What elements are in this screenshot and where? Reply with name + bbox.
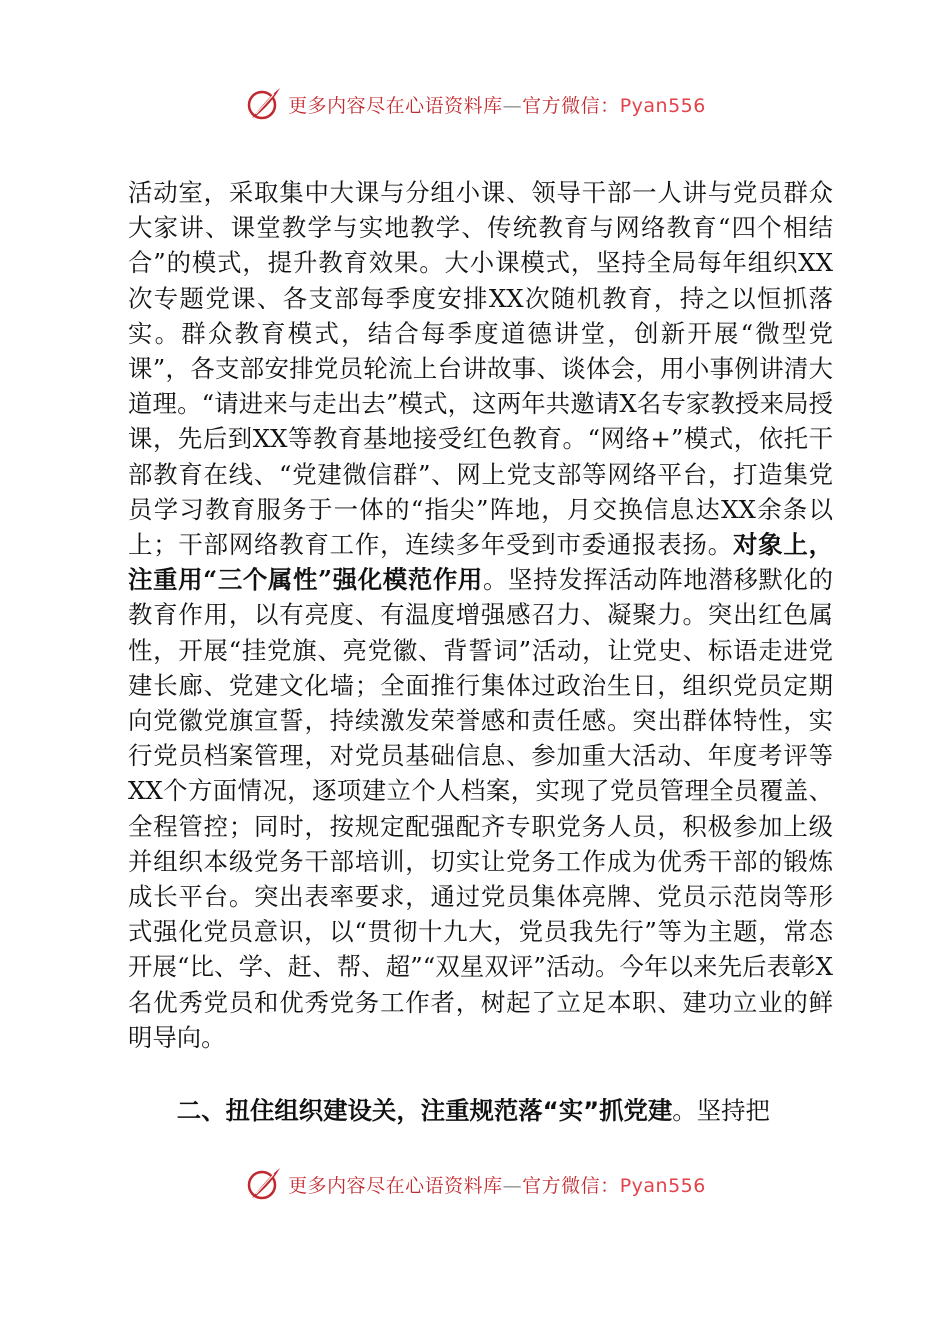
watermark-text: 更多内容尽在心语资料库—官方微信：Pyan556: [288, 1174, 706, 1197]
bold-lead: 对象上，注重用“三个属性”强化模范作用: [128, 530, 833, 595]
section-title: 二、扭住组织建设关，注重规范落“实”抓党建: [176, 1096, 673, 1125]
body-text-part2: 。坚持发挥活动阵地潜移默化的教育作用，以有亮度、有温度增强感召力、凝聚力。突出红色属性，开展“挂党旗、亮党徽、背誓词”活动，让党史、标语走进党建长廊、党建文化墙；全面推行集体过政治生日，组织党员定期向党徽党旗宣誓，持续激发荣誉感和责任感。突出群体特性，实行党员档案管理，对党员基础信息、参加重大活动、年度考评等XX个方面情况，逐项建立个人档案，实现了党员管理全员覆盖、全程管控；同时，按规定配强配齐专职党务人员，积极参加上级并组织本级党务干部培训，切实让党务工作成为优秀干部的锻炼成长平台。突出表率要求，通过党员集体亮牌、党员示范岗等形式强化党员意识，以“贯彻十九大，党员我先行”等为主题，常态开展“比、学、赶、帮、超”“双星双评”活动。今年以来先后表彰X名优秀党员和优秀党务工作者，树起了立足本职、建功立业的鲜明导向。: [128, 565, 833, 1052]
watermark-header: [0, 82, 950, 126]
body-paragraph: [128, 175, 833, 1055]
watermark-footer: [0, 1162, 950, 1206]
watermark-text: 更多内容尽在心语资料库—官方微信：Pyan556: [288, 94, 706, 117]
section-tail: 。坚持把: [672, 1096, 770, 1125]
body-text-part1: 活动室，采取集中大课与分组小课、领导干部一人讲与党员群众大家讲、课堂教学与实地教学、传统教育与网络教育“四个相结合”的模式，提升教育效果。大小课模式，坚持全局每年组织XX次专题党课、各支部每季度安排XX次随机教育，持之以恒抓落实。群众教育模式，结合每季度道德讲堂，创新开展“微型党课”，各支部安排党员轮流上台讲故事、谈体会，用小事例讲清大道理。“请进来与走出去”模式，这两年共邀请X名专家教授来局授课，先后到XX等教育基地接受红色教育。“网络+”模式，依托干部教育在线、“党建微信群”、网上党支部等网络平台，打造集党员学习教育服务于一体的“指尖”阵地，月交换信息达XX余条以上；干部网络教育工作，连续多年受到市委通报表扬。: [128, 178, 833, 560]
feather-logo-icon: [244, 1164, 284, 1204]
feather-logo-icon: [244, 84, 284, 124]
section-heading: [128, 1093, 833, 1128]
